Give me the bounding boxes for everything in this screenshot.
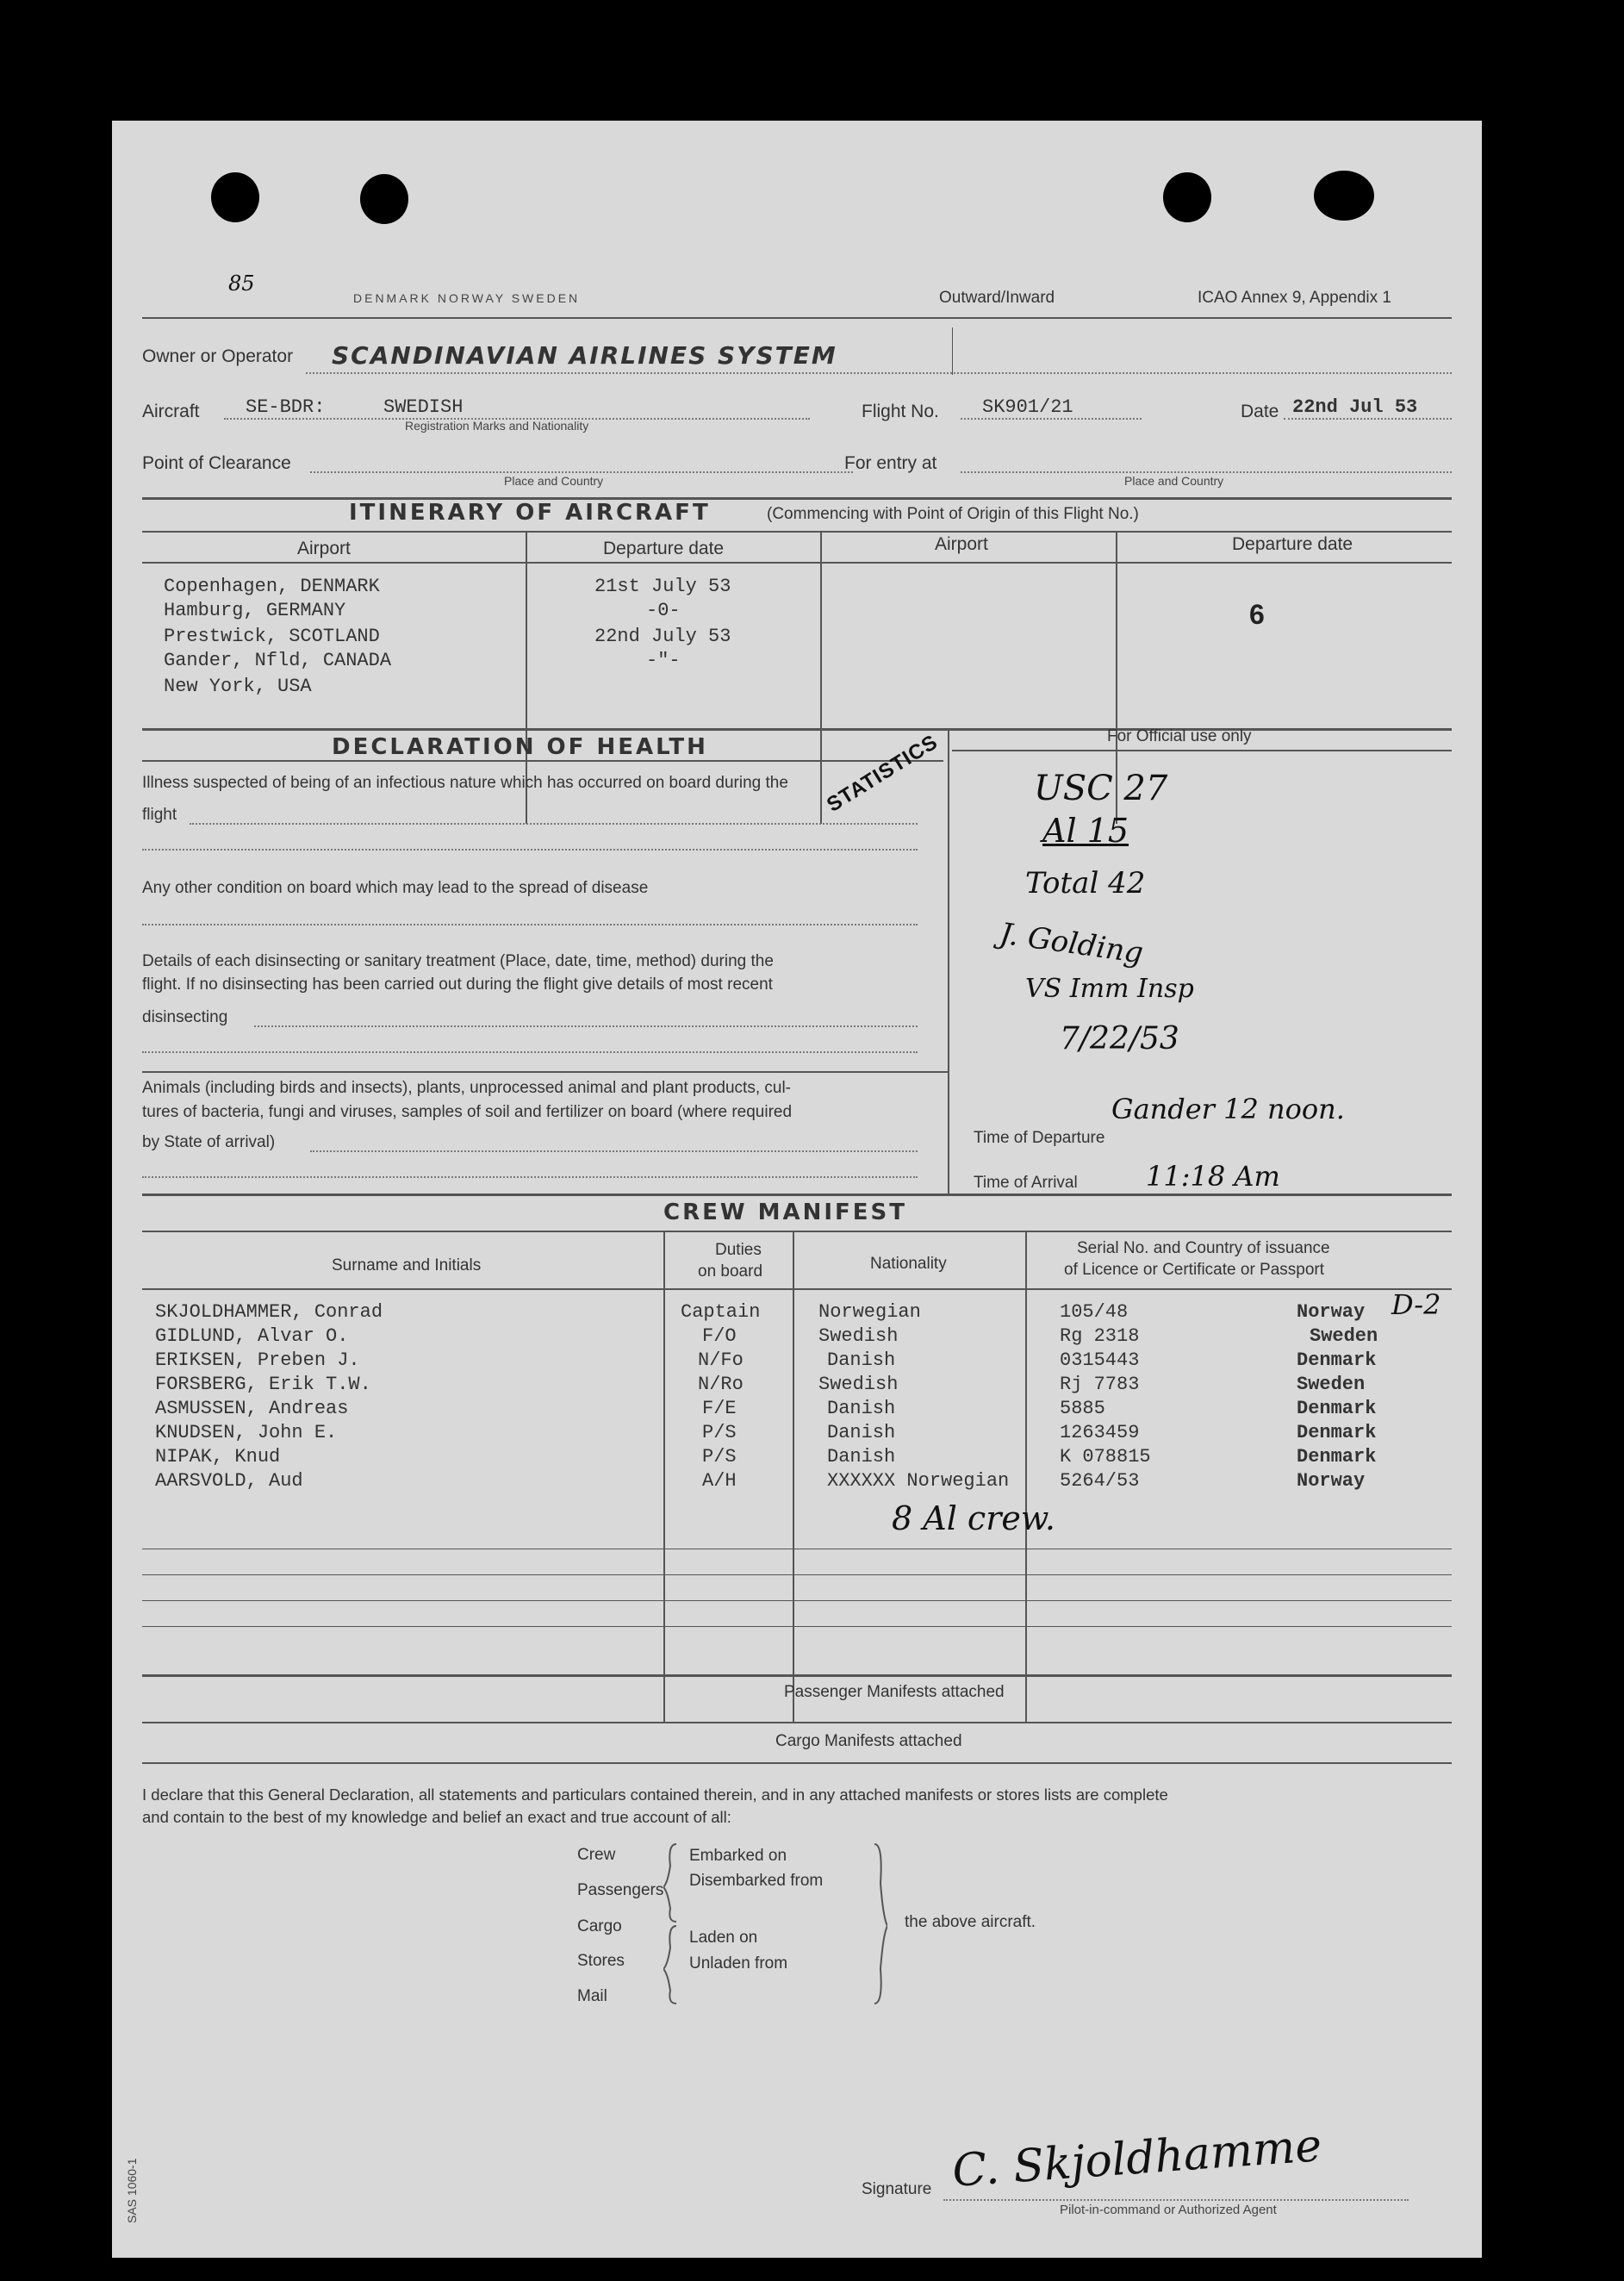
handwritten-crew-count: 8 Al crew. <box>892 1499 1055 1537</box>
signature-label: Signature <box>862 2180 932 2198</box>
statistics-stamp: STATISTICS <box>823 730 943 817</box>
crew-duty: A/H <box>702 1470 737 1492</box>
itinerary-airport: Prestwick, SCOTLAND <box>164 626 380 647</box>
owner-label: Owner or Operator <box>142 346 294 366</box>
punch-hole <box>1163 172 1211 222</box>
header-annex: ICAO Annex 9, Appendix 1 <box>1198 289 1391 307</box>
handwritten-date: 7/22/53 <box>1060 1021 1179 1056</box>
handwritten-inspector: VS Imm Insp <box>1025 974 1194 1004</box>
crew-name: KNUDSEN, John E. <box>155 1422 338 1443</box>
declaration-above-aircraft: the above aircraft. <box>905 1913 1036 1931</box>
declaration-text-1: I declare that this General Declaration, all statements and particulars contained therein, and in any attached manifests or stores lists are complete <box>142 1786 1168 1804</box>
crew-name: ERIKSEN, Preben J. <box>155 1349 360 1371</box>
crew-name: SKJOLDHAMMER, Conrad <box>155 1301 383 1323</box>
itinerary-airport: New York, USA <box>164 676 312 697</box>
itinerary-date: 21st July 53 <box>594 576 731 597</box>
punch-hole <box>211 172 259 222</box>
crew-nationality: Norwegian <box>818 1301 921 1323</box>
crew-country: Sweden <box>1310 1325 1378 1347</box>
declaration-text-2: and contain to the best of my knowledge and belief an exact and true account of all: <box>142 1808 731 1826</box>
crew-duty: Captain <box>681 1301 761 1323</box>
itinerary-col-airport: Airport <box>297 539 351 558</box>
aircraft-nationality: SWEDISH <box>383 396 464 418</box>
crew-country: Sweden <box>1297 1374 1366 1395</box>
crew-duty: F/E <box>702 1398 737 1419</box>
crew-name: FORSBERG, Erik T.W. <box>155 1374 371 1395</box>
health-illness: Illness suspected of being of an infectious nature which has occurred on board during the <box>142 774 788 792</box>
crew-country: Norway <box>1297 1301 1366 1323</box>
itinerary-date: 22nd July 53 <box>594 626 731 647</box>
crew-serial: 105/48 <box>1060 1301 1129 1323</box>
crew-name: NIPAK, Knud <box>155 1446 281 1468</box>
crew-col-nationality: Nationality <box>870 1255 947 1273</box>
crew-duty: F/O <box>702 1325 737 1347</box>
itinerary-col-departure: Departure date <box>603 539 725 558</box>
crew-duty: N/Fo <box>698 1349 744 1371</box>
crew-serial: 0315443 <box>1060 1349 1140 1371</box>
declaration-disembarked: Disembarked from <box>689 1872 824 1890</box>
crew-serial: 5885 <box>1060 1398 1105 1419</box>
declaration-item-passengers: Passengers <box>577 1881 664 1899</box>
clearance-caption: Place and Country <box>504 474 604 488</box>
health-disinsect-1: Details of each disinsecting or sanitary treatment (Place, date, time, method) during the <box>142 952 774 970</box>
crew-name: AARSVOLD, Aud <box>155 1470 303 1492</box>
crew-nationality: XXXXXX Norwegian <box>827 1470 1010 1492</box>
itinerary-airport: Copenhagen, DENMARK <box>164 576 380 597</box>
crew-title: CREW MANIFEST <box>663 1200 908 1225</box>
entry-caption: Place and Country <box>1124 474 1224 488</box>
declaration-item-mail: Mail <box>577 1987 607 2005</box>
header-direction: Outward/Inward <box>939 289 1055 307</box>
passenger-manifest: Passenger Manifests attached <box>784 1683 1005 1701</box>
itinerary-airport: Hamburg, GERMANY <box>164 600 346 621</box>
cargo-manifest: Cargo Manifests attached <box>775 1732 962 1750</box>
itinerary-col-airport-2: Airport <box>935 534 988 554</box>
crew-country: Denmark <box>1297 1398 1377 1419</box>
declaration-brackets <box>663 1840 887 2012</box>
departure-label: Time of Departure <box>974 1129 1105 1147</box>
itinerary-col-departure-2: Departure date <box>1232 534 1353 554</box>
crew-duty: N/Ro <box>698 1374 744 1395</box>
crew-nationality: Danish <box>827 1422 896 1443</box>
header-mark: 85 <box>228 271 255 296</box>
handwritten-usc: USC 27 <box>1034 769 1168 808</box>
clearance-label: Point of Clearance <box>142 453 291 473</box>
crew-country: Denmark <box>1297 1349 1377 1371</box>
crew-nationality: Swedish <box>818 1374 899 1395</box>
handwritten-signature: J. Golding <box>998 916 1146 971</box>
official-title: For Official use only <box>1107 727 1252 745</box>
crew-col-name: Surname and Initials <box>332 1256 482 1274</box>
crew-country: Denmark <box>1297 1446 1377 1468</box>
health-animals-1: Animals (including birds and insects), plants, unprocessed animal and plant products, cul- <box>142 1079 792 1097</box>
arrival-label: Time of Arrival <box>974 1174 1078 1192</box>
header-countries: DENMARK NORWAY SWEDEN <box>353 291 581 305</box>
crew-col-serial-1: Serial No. and Country of issuance <box>1077 1239 1330 1257</box>
crew-nationality: Danish <box>827 1446 896 1468</box>
itinerary-subtitle: (Commencing with Point of Origin of this Flight No.) <box>767 505 1139 523</box>
arrival-value: 11:18 Am <box>1146 1160 1280 1193</box>
crew-serial: Rj 7783 <box>1060 1374 1140 1395</box>
health-disinsect-2: flight. If no disinsecting has been carried out during the flight give details of most recent <box>142 975 773 994</box>
declaration-item-crew: Crew <box>577 1846 616 1864</box>
crew-serial: Rg 2318 <box>1060 1325 1140 1347</box>
itinerary-title: ITINERARY OF AIRCRAFT <box>349 500 711 526</box>
declaration-embarked: Embarked on <box>689 1847 787 1865</box>
flight-label: Flight No. <box>862 402 939 421</box>
signature-value: C. Skjoldhamme <box>950 2120 1323 2197</box>
departure-value: Gander 12 noon. <box>1111 1093 1345 1125</box>
punch-hole <box>1314 171 1374 221</box>
crew-name: GIDLUND, Alvar O. <box>155 1325 349 1347</box>
aircraft-label: Aircraft <box>142 402 200 421</box>
flight-number: SK901/21 <box>982 396 1073 418</box>
crew-duty: P/S <box>702 1422 737 1443</box>
handwritten-d2: D-2 <box>1391 1288 1441 1321</box>
declaration-item-cargo: Cargo <box>577 1917 622 1935</box>
form-number: SAS 1060-1 <box>125 2158 139 2223</box>
registration-caption: Registration Marks and Nationality <box>405 419 589 433</box>
date-value: 22nd Jul 53 <box>1292 396 1418 418</box>
health-illness-2: flight <box>142 806 177 824</box>
crew-nationality: Swedish <box>818 1325 899 1347</box>
punch-hole <box>360 174 408 224</box>
declaration-unladen: Unladen from <box>689 1954 788 1973</box>
aircraft-reg: SE-BDR: <box>246 396 326 418</box>
document-page <box>112 121 1482 2258</box>
crew-country: Denmark <box>1297 1422 1377 1443</box>
page-number: 6 <box>1249 599 1265 630</box>
crew-serial: 5264/53 <box>1060 1470 1140 1492</box>
health-title: DECLARATION OF HEALTH <box>332 734 708 760</box>
handwritten-al: Al 15 <box>1042 812 1129 850</box>
crew-country: Norway <box>1297 1470 1366 1492</box>
crew-serial: 1263459 <box>1060 1422 1140 1443</box>
itinerary-date: -0- <box>646 600 681 621</box>
health-other: Any other condition on board which may lead to the spread of disease <box>142 879 649 897</box>
date-label: Date <box>1241 402 1279 421</box>
crew-col-serial-2: of Licence or Certificate or Passport <box>1064 1261 1325 1279</box>
crew-col-duties-1: Duties <box>715 1241 762 1259</box>
signature-caption: Pilot-in-command or Authorized Agent <box>1060 2203 1277 2217</box>
health-animals-3: by State of arrival) <box>142 1133 276 1151</box>
itinerary-airport: Gander, Nfld, CANADA <box>164 650 392 671</box>
crew-duty: P/S <box>702 1446 737 1468</box>
crew-name: ASMUSSEN, Andreas <box>155 1398 349 1419</box>
handwritten-total: Total 42 <box>1025 866 1146 901</box>
crew-nationality: Danish <box>827 1398 896 1419</box>
crew-serial: K 078815 <box>1060 1446 1151 1468</box>
health-disinsect-3: disinsecting <box>142 1008 228 1026</box>
owner-value: SCANDINAVIAN AIRLINES SYSTEM <box>332 341 837 370</box>
itinerary-date: -"- <box>646 650 681 671</box>
declaration-item-stores: Stores <box>577 1952 625 1970</box>
declaration-laden: Laden on <box>689 1929 758 1947</box>
crew-col-duties-2: on board <box>698 1262 763 1281</box>
health-animals-2: tures of bacteria, fungi and viruses, samples of soil and fertilizer on board (where required <box>142 1103 793 1121</box>
entry-label: For entry at <box>844 453 937 473</box>
crew-nationality: Danish <box>827 1349 896 1371</box>
